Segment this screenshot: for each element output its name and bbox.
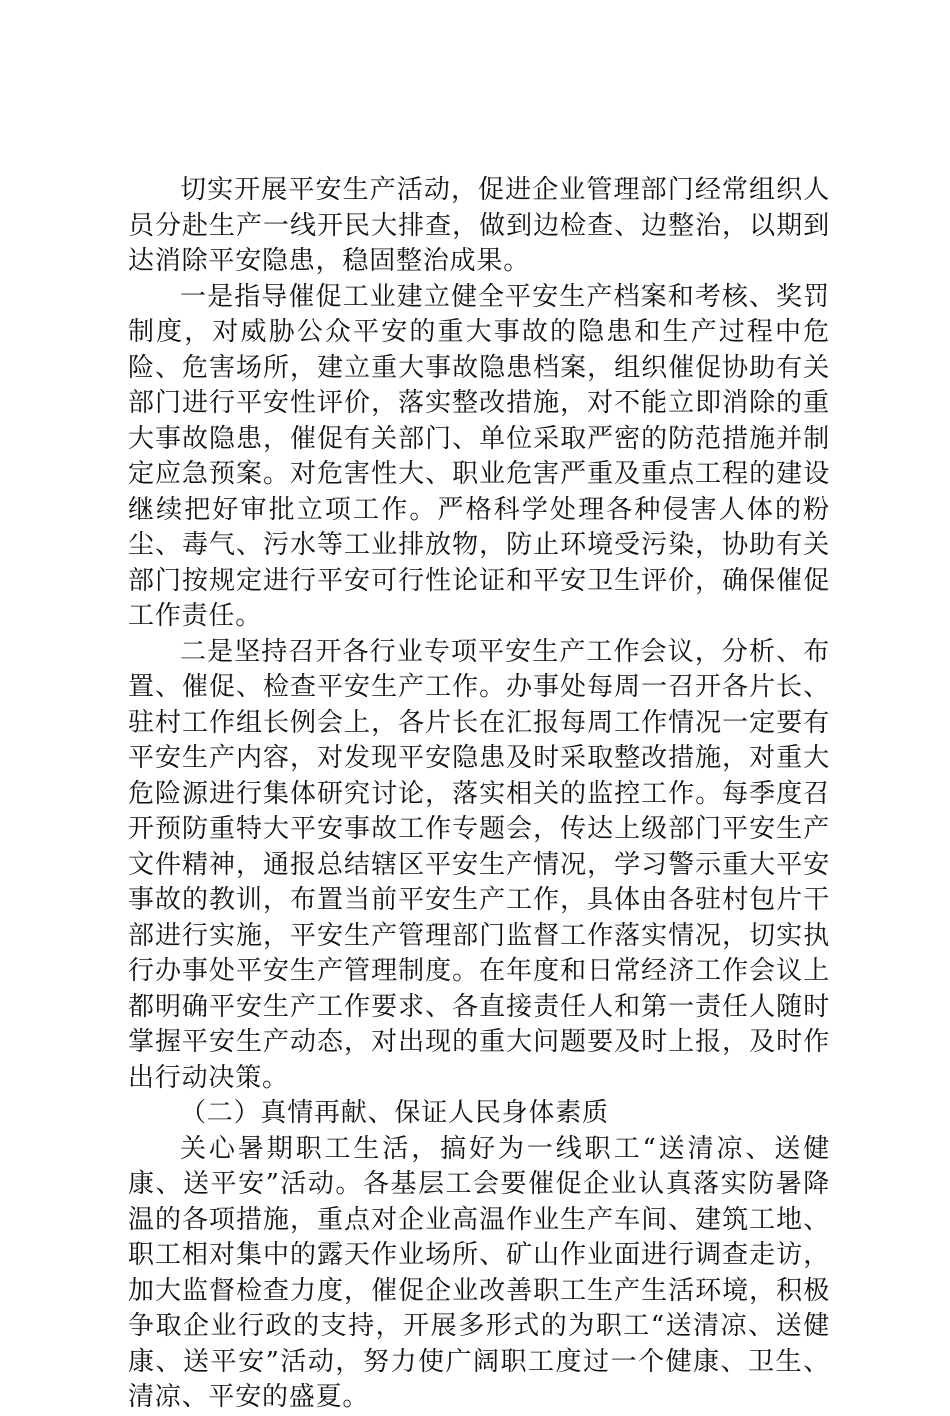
paragraph-summer-care: 关心暑期职工生活，搞好为一线职工“送清凉、送健康、送平安”活动。各基层工会要催促企业认真落实防暑降温的各项措施，重点对企业高温作业生产车间、建筑工地、职工相对集中的露天作业场所、矿山作业面进行调查走访，加大监督检查力度，催促企业改善职工生产生活环境，积极争取企业行政的支持，开展多形式的为职工“送清凉、送健康、送平安”活动，努力使广阔职工度过一个健康、卫生、清凉、平安的盛夏。 (128, 1133, 830, 1412)
paragraph-point-two: 二是坚持召开各行业专项平安生产工作会议，分析、布置、催促、检查平安生产工作。办事处每周一召开各片长、驻村工作组长例会上，各片长在汇报每周工作情况一定要有平安生产内容，对发现平安隐患及时采取整改措施，对重大危险源进行集体研究讨论，落实相关的监控工作。每季度召开预防重特大平安事故工作专题会，传达上级部门平安生产文件精神，通报总结辖区平安生产情况，学习警示重大平安事故的教训，布置当前平安生产工作，具体由各驻村包片干部进行实施，平安生产管理部门监督工作落实情况，切实执行办事处平安生产管理制度。在年度和日常经济工作会议上都明确平安生产工作要求、各直接责任人和第一责任人随时掌握平安生产动态，对出现的重大问题要及时上报，及时作出行动决策。 (128, 636, 830, 1093)
document-body (128, 173, 830, 1416)
section-heading-two: （二）真情再献、保证人民身体素质 (180, 1098, 609, 1128)
paragraph-point-one: 一是指导催促工业建立健全平安生产档案和考核、奖罚制度，对威胁公众平安的重大事故的隐患和生产过程中危险、危害场所，建立重大事故隐患档案，组织催促协助有关部门进行平安性评价，落实整改措施，对不能立即消除的重大事故隐患，催促有关部门、单位采取严密的防范措施并制定应急预案。对危害性大、职业危害严重及重点工程的建设继续把好审批立项工作。严格科学处理各种侵害人体的粉尘、毒气、污水等工业排放物，防止环境受污染，协助有关部门按规定进行平安可行性论证和平安卫生评价，确保催促工作责任。 (128, 281, 830, 631)
paragraph-safety-activities: 切实开展平安生产活动，促进企业管理部门经常组织人员分赴生产一线开民大排查，做到边检查、边整治，以期到达消除平安隐患，稳固整治成果。 (128, 175, 830, 276)
